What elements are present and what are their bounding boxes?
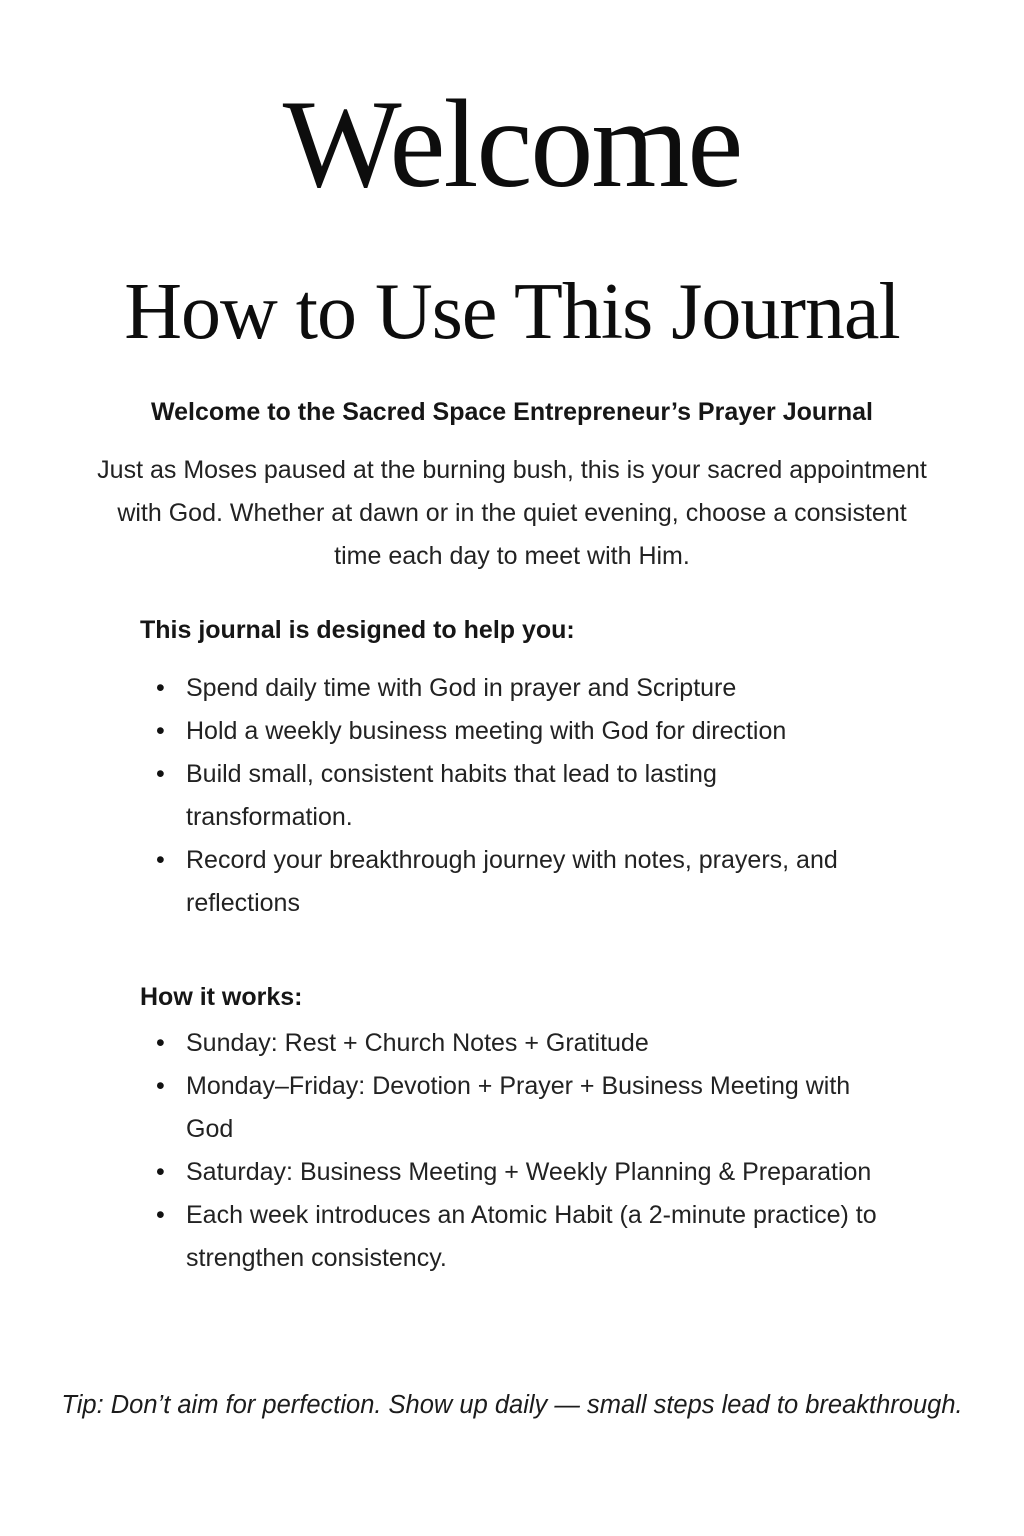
list-item: • Monday–Friday: Devotion + Prayer + Business Meeting with God [140, 1065, 880, 1151]
tip-text: Tip: Don’t aim for perfection. Show up daily — small steps lead to breakthrough. [61, 1391, 963, 1419]
list-item: • Build small, consistent habits that lead to lasting transformation. [140, 753, 880, 839]
page-subtitle: How to Use This Journal [124, 268, 900, 356]
intro-heading: Welcome to the Sacred Space Entrepreneur’s Prayer Journal [150, 398, 874, 426]
intro-paragraph: Just as Moses paused at the burning bush, this is your sacred appointment with God. Whether at dawn or in the quiet evening, choose a consistent time each day to meet with Him. [97, 456, 927, 570]
list-item: • Saturday: Business Meeting + Weekly Planning & Preparation [140, 1151, 880, 1194]
list-item: • Spend daily time with God in prayer and Scripture [140, 667, 880, 710]
list-item: • Each week introduces an Atomic Habit (a 2-minute practice) to strengthen consistency. [140, 1194, 880, 1280]
designed-list [140, 667, 880, 925]
how-it-works-section [0, 983, 1024, 1280]
page-title: Welcome [282, 75, 742, 214]
how-it-works-list [140, 1022, 880, 1280]
designed-section [0, 616, 1024, 925]
how-it-works-heading: How it works: [140, 983, 303, 1011]
designed-section-heading: This journal is designed to help you: [140, 616, 575, 644]
list-item: • Record your breakthrough journey with notes, prayers, and reflections [140, 839, 880, 925]
list-item: • Hold a weekly business meeting with God for direction [140, 710, 880, 753]
list-item: • Sunday: Rest + Church Notes + Gratitude [140, 1022, 880, 1065]
